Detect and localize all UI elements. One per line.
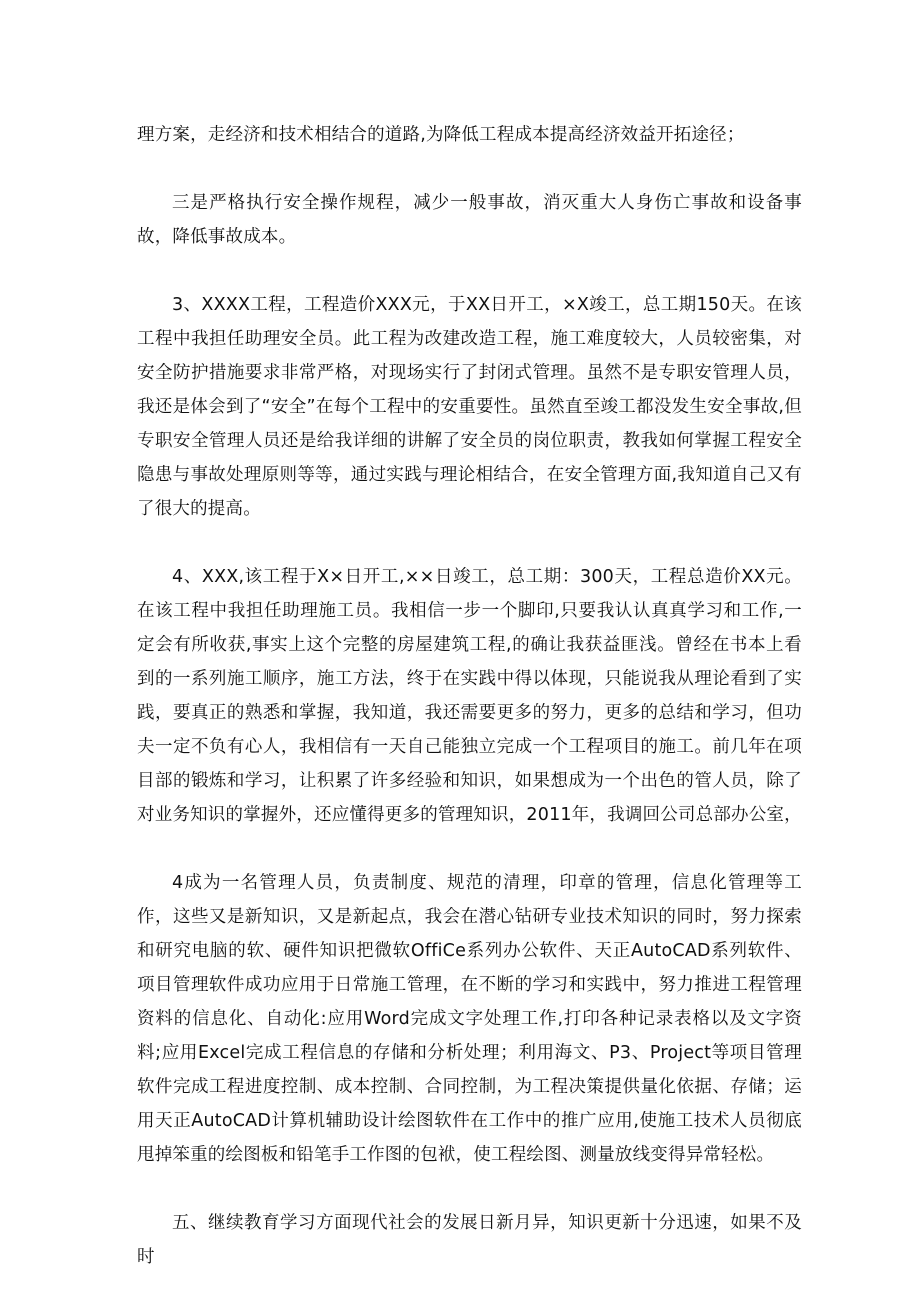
document-body	[137, 118, 802, 1308]
paragraph-6: 五、继续教育学习方面现代社会的发展日新月异，知识更新十分迅速，如果不及时	[137, 1213, 802, 1267]
paragraph-4: 4、XXX,该工程于X×日开工,××日竣工，总工期：300天，工程总造价XX元。在该工程中我担任助理施工员。我相信一步一个脚印,只要我认认真真学习和工作,一定会有所收获,事实上这个完整的房屋建筑工程,的确让我获益匪浅。曾经在书本上看到的一系列施工顺序，施工方法，终于在实践中得以体现，只能说我从理论看到了实践，要真正的熟悉和掌握，我知道，我还需要更多的努力，更多的总结和学习，但功夫一定不负有心人，我相信有一天自己能独立完成一个工程项目的施工。前几年在项目部的锻炼和学习，让积累了许多经验和知识，如果想成为一个出色的管人员，除了对业务知识的掌握外，还应懂得更多的管理知识，2011年，我调回公司总部办公室，	[137, 567, 802, 825]
paragraph-1: 理方案，走经济和技术相结合的道路,为降低工程成本提高经济效益开拓途径；	[137, 125, 745, 145]
paragraph-2: 三是严格执行安全操作规程，减少一般事故，消灭重大人身伤亡事故和设备事故，降低事故成本。	[137, 193, 802, 247]
paragraph-3: 3、XXXX工程，工程造价XXX元，于XX日开工，×X竣工，总工期150天。在该工程中我担任助理安全员。此工程为改建改造工程，施工难度较大，人员较密集，对安全防护措施要求非常严格，对现场实行了封闭式管理。虽然不是专职安管理人员，我还是体会到了“安全”在每个工程中的安重要性。虽然直至竣工都没发生安全事故,但专职安全管理人员还是给我详细的讲解了安全员的岗位职责，教我如何掌握工程安全隐患与事故处理原则等等，通过实践与理论相结合，在安全管理方面,我知道自己又有了很大的提高。	[137, 295, 802, 519]
paragraph-5: 4成为一名管理人员，负责制度、规范的清理，印章的管理，信息化管理等工作，这些又是新知识，又是新起点，我会在潜心钻研专业技术知识的同时，努力探索和研究电脑的软、硬件知识把微软OffiCe系列办公软件、天正AutoCAD系列软件、项目管理软件成功应用于日常施工管理，在不断的学习和实践中，努力推进工程管理资料的信息化、自动化:应用Word完成文字处理工作,打印各种记录表格以及文字资料;应用Excel完成工程信息的存储和分析处理；利用海文、P3、Project等项目管理软件完成工程进度控制、成本控制、合同控制，为工程决策提供量化依据、存储；运用天正AutoCAD计算机辅助设计绘图软件在工作中的推广应用,使施工技术人员彻底甩掉笨重的绘图板和铅笔手工作图的包袱，使工程绘图、测量放线变得异常轻松。	[137, 873, 802, 1165]
